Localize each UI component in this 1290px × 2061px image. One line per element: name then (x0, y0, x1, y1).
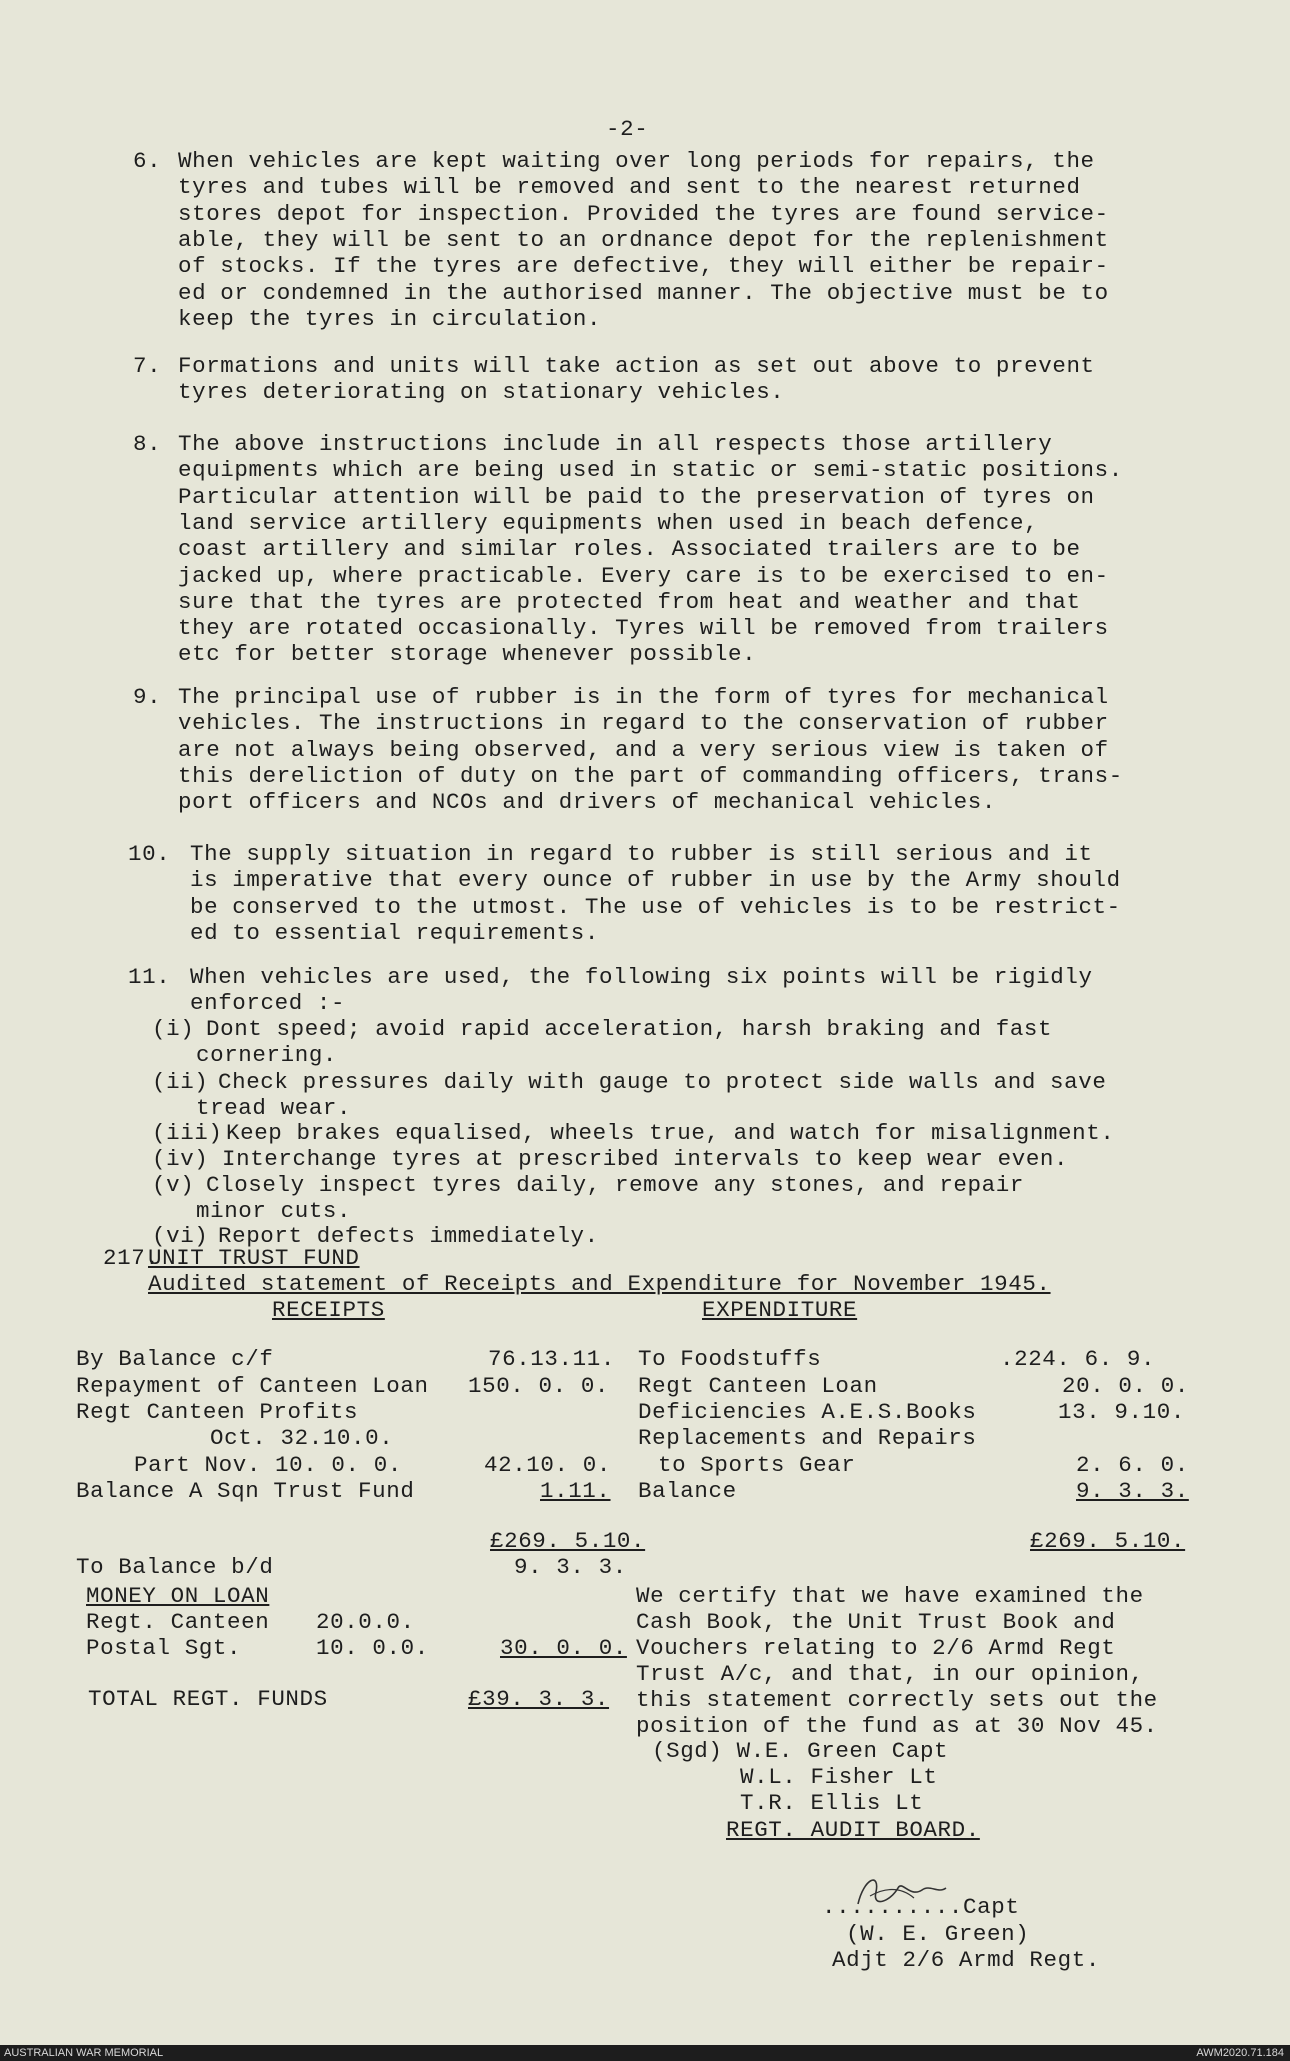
receipt-a-sqn-label: Balance A Sqn Trust Fund (76, 1478, 415, 1504)
exp-books-amount: 13. 9.10. (1058, 1399, 1185, 1425)
point-label: (v) (152, 1172, 195, 1198)
receipt-balance-cf-label: By Balance c/f (76, 1346, 274, 1372)
receipts-total: £269. 5.10. (490, 1528, 646, 1554)
point-label: (i) (152, 1016, 195, 1042)
loan-postal-label: Postal Sgt. (86, 1635, 242, 1661)
footer-left: AUSTRALIAN WAR MEMORIAL (4, 2047, 164, 2059)
exp-foodstuffs-amount: .224. 6. 9. (1000, 1346, 1156, 1372)
paragraph-line: etc for better storage whenever possible. (178, 641, 757, 668)
paragraph-number: 11. (128, 964, 171, 990)
point-line: Closely inspect tyres daily, remove any stones, and repair (206, 1172, 1024, 1198)
point-label: (iv) (152, 1146, 209, 1172)
paragraph-line: tyres and tubes will be removed and sent to the nearest returned (178, 174, 1081, 201)
paragraph-line: tyres deteriorating on stationary vehicles. (178, 379, 785, 406)
exp-canteen-loan-amount: 20. 0. 0. (1062, 1373, 1189, 1399)
certification-line: Vouchers relating to 2/6 Armd Regt (636, 1635, 1116, 1661)
board-line-3: T.R. Ellis Lt (740, 1790, 924, 1816)
exp-books-label: Deficiencies A.E.S.Books (638, 1399, 977, 1425)
point-line: Dont speed; avoid rapid acceleration, harsh braking and fast (206, 1016, 1053, 1042)
paragraph-line: vehicles. The instructions in regard to the conservation of rubber (178, 710, 1109, 737)
total-funds-amount: £39. 3. 3. (468, 1686, 610, 1712)
paragraph-line: keep the tyres in circulation. (178, 305, 602, 332)
certification-line: position of the fund as at 30 Nov 45. (636, 1713, 1158, 1739)
section-title: UNIT TRUST FUND (148, 1245, 360, 1271)
balance-bd-label: To Balance b/d (76, 1554, 274, 1580)
receipt-canteen-profits-label: Regt Canteen Profits (76, 1399, 359, 1425)
board-line-2: W.L. Fisher Lt (740, 1764, 938, 1790)
paragraph-line: equipments which are being used in static or semi-static positions. (178, 457, 1123, 484)
receipt-balance-cf-amount: 76.13.11. (488, 1346, 615, 1372)
board-line-4: REGT. AUDIT BOARD. (726, 1817, 980, 1843)
paragraph-line: ed or condemned in the authorised manner. The objective must be to (178, 279, 1109, 306)
loan-postal-amount: 10. 0.0. (316, 1635, 429, 1661)
point-line: Interchange tyres at prescribed intervals to keep wear even. (222, 1146, 1069, 1172)
receipt-a-sqn-amount: 1.11. (540, 1478, 611, 1504)
paragraph-number: 6. (133, 148, 162, 174)
exp-canteen-loan-label: Regt Canteen Loan (638, 1373, 878, 1399)
paragraph-line: When vehicles are used, the following six points will be rigidly (190, 964, 1093, 990)
board-line-1: (Sgd) W.E. Green Capt (652, 1738, 949, 1764)
point-label: (vi) (152, 1223, 209, 1249)
paragraph-line: be conserved to the utmost. The use of vehicles is to be restrict- (190, 893, 1121, 920)
footer-right: AWM2020.71.184 (1196, 2047, 1284, 2059)
exp-repairs-amount: 2. 6. 0. (1076, 1452, 1189, 1478)
page-number: -2- (606, 116, 649, 142)
certification-line: Trust A/c, and that, in our opinion, (636, 1661, 1144, 1687)
paragraph-line: port officers and NCOs and drivers of mechanical vehicles. (178, 789, 996, 816)
signature-line-2: (W. E. Green) (846, 1921, 1030, 1947)
exp-repairs-label-1: Replacements and Repairs (638, 1425, 977, 1451)
paragraph-line: Particular attention will be paid to the preservation of tyres on (178, 483, 1095, 510)
point-line: Check pressures daily with gauge to protect side walls and save (218, 1069, 1107, 1095)
paragraph-line: Formations and units will take action as set out above to prevent (178, 353, 1095, 379)
point-line: cornering. (196, 1042, 338, 1069)
money-on-loan-title: MONEY ON LOAN (86, 1583, 270, 1609)
certification-line: this statement correctly sets out the (636, 1687, 1158, 1713)
archive-footer (0, 2045, 1290, 2061)
section-number: 217. (103, 1245, 160, 1271)
balance-bd-amount: 9. 3. 3. (514, 1554, 627, 1580)
paragraph-line: The supply situation in regard to rubber is still serious and it (190, 841, 1093, 867)
paragraph-line: The above instructions include in all respects those artillery (178, 431, 1053, 457)
expenditure-header: EXPENDITURE (702, 1297, 858, 1323)
paragraph-line: able, they will be sent to an ordnance depot for the replenishment (178, 226, 1109, 253)
receipt-canteen-loan-amount: 150. 0. 0. (468, 1373, 610, 1399)
certification-line: Cash Book, the Unit Trust Book and (636, 1609, 1116, 1635)
paragraph-line: this dereliction of duty on the part of commanding officers, trans- (178, 762, 1123, 789)
receipt-canteen-loan-label: Repayment of Canteen Loan (76, 1373, 429, 1399)
signature-line-1: ..........Capt (822, 1894, 1020, 1920)
paragraph-line: The principal use of rubber is in the form of tyres for mechanical (178, 684, 1109, 710)
exp-balance-amount: 9. 3. 3. (1076, 1478, 1189, 1504)
signature-line-3: Adjt 2/6 Armd Regt. (832, 1947, 1100, 1973)
receipt-part-nov-amount: 42.10. 0. (484, 1452, 611, 1478)
point-label: (iii) (152, 1120, 223, 1146)
paragraph-line: coast artillery and similar roles. Associated trailers are to be (178, 536, 1081, 563)
loan-canteen-amount: 20.0.0. (316, 1609, 415, 1635)
section-subtitle: Audited statement of Receipts and Expenditure for November 1945. (148, 1271, 1051, 1297)
exp-foodstuffs-label: To Foodstuffs (638, 1346, 822, 1372)
paragraph-line: of stocks. If the tyres are defective, they will either be repair- (178, 253, 1109, 280)
loan-canteen-label: Regt. Canteen (86, 1609, 270, 1635)
paragraph-number: 7. (133, 353, 162, 379)
paragraph-line: ed to essential requirements. (190, 919, 599, 946)
expenditure-total: £269. 5.10. (1030, 1528, 1186, 1554)
paragraph-line: land service artillery equipments when used in beach defence, (178, 509, 1039, 536)
paragraph-line: is imperative that every ounce of rubber in use by the Army should (190, 867, 1121, 894)
paragraph-line: sure that the tyres are protected from heat and weather and that (178, 588, 1081, 615)
point-line: Keep brakes equalised, wheels true, and watch for misalignment. (226, 1120, 1115, 1146)
paragraph-line: stores depot for inspection. Provided the tyres are found service- (178, 200, 1109, 227)
receipts-header: RECEIPTS (272, 1297, 385, 1323)
exp-repairs-label-2: to Sports Gear (658, 1452, 856, 1478)
point-line: Report defects immediately. (218, 1223, 599, 1249)
point-line: minor cuts. (196, 1198, 352, 1225)
receipt-oct-label: Oct. 32.10.0. (210, 1425, 394, 1451)
paragraph-line: When vehicles are kept waiting over long periods for repairs, the (178, 148, 1095, 174)
point-label: (ii) (152, 1069, 209, 1095)
paragraph-number: 8. (133, 431, 162, 457)
loan-subtotal: 30. 0. 0. (500, 1635, 627, 1661)
paragraph-number: 9. (133, 684, 162, 710)
paragraph-line: are not always being observed, and a very serious view is taken of (178, 736, 1109, 763)
total-funds-label: TOTAL REGT. FUNDS (88, 1686, 328, 1712)
paragraph-line: they are rotated occasionally. Tyres will be removed from trailers (178, 615, 1109, 642)
point-line: tread wear. (196, 1095, 352, 1122)
receipt-part-nov-label: Part Nov. 10. 0. 0. (134, 1452, 402, 1478)
certification-line: We certify that we have examined the (636, 1583, 1144, 1609)
paragraph-line: jacked up, where practicable. Every care is to be exercised to en- (178, 562, 1109, 589)
paragraph-number: 10. (128, 841, 171, 867)
exp-balance-label: Balance (638, 1478, 737, 1504)
paragraph-line: enforced :- (190, 990, 346, 1017)
